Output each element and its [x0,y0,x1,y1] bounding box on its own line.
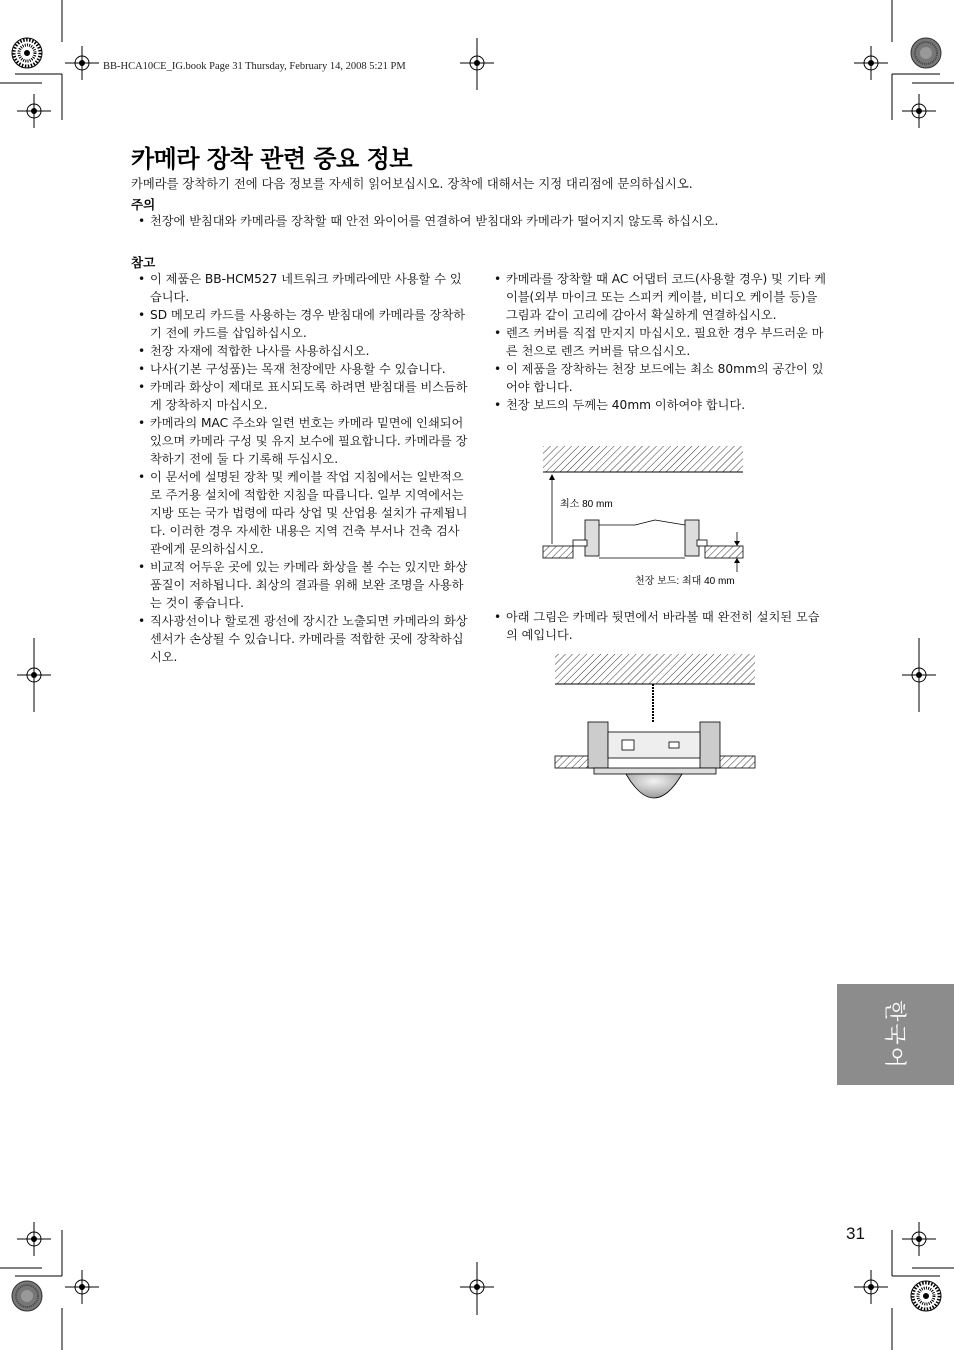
list-item: • 렌즈 커버를 직접 만지지 마십시오. 필요한 경우 부드러운 마른 천으로 렌즈 커버를 닦으십시오. [487,324,827,360]
notes-left-list [131,270,471,666]
board-thickness-label: 천장 보드: 최대 40 mm [635,576,735,587]
book-header-line: BB-HCA10CE_IG.book Page 31 Thursday, February 14, 2008 5:21 PM [103,61,406,72]
list-item: • 카메라 화상이 제대로 표시되도록 하려면 받침대를 비스듬하게 장착하지 마십시오. [131,378,471,414]
caution-section: 주의 • 천장에 받침대와 카메라를 장착할 때 안전 와이어를 연결하여 받침대와 카메라가 떨어지지 않도록 하십시오. [131,212,831,230]
language-tab-label: 한국어 [881,999,906,1070]
intro-paragraph: 카메라를 장착하기 전에 다음 정보를 자세히 읽어보십시오. 장착에 대해서는 지정 대리점에 문의하십시오. [131,177,693,191]
list-item: • 비교적 어두운 곳에 있는 카메라 화상을 볼 수는 있지만 화상 품질이 저하됩니다. 최상의 결과를 위해 보완 조명을 사용하는 것이 좋습니다. [131,558,471,612]
back-view-list [487,608,827,644]
notes-right-list [487,270,827,414]
notes-label: 참고 [131,255,156,270]
list-item: • 카메라의 MAC 주소와 일련 번호는 카메라 밑면에 인쇄되어 있으며 카메라 구성 및 유지 보수에 필요합니다. 카메라를 장착하기 전에 둘 다 기록해 두십시오. [131,414,471,468]
list-item: • 이 제품을 장착하는 천장 보드에는 최소 80mm의 공간이 있어야 합니다. [487,360,827,396]
min-space-label: 최소 80 mm [560,499,613,510]
list-item: • 천장 보드의 두께는 40mm 이하여야 합니다. [487,396,827,414]
notes-right-column [487,270,827,414]
list-item: • 천장 자재에 적합한 나사를 사용하십시오. [131,342,471,360]
page-title: 카메라 장착 관련 중요 정보 [131,145,412,173]
list-item: • SD 메모리 카드를 사용하는 경우 받침대에 카메라를 장착하기 전에 카드를 삽입하십시오. [131,306,471,342]
list-item: • 직사광선이나 할로겐 광선에 장시간 노출되면 카메라의 화상 센서가 손상될 수 있습니다. 카메라를 적합한 곳에 장착하십시오. [131,612,471,666]
camera-back-view-diagram [548,650,763,800]
notes-left-column [131,270,471,666]
list-item: • 아래 그림은 카메라 뒷면에서 바라볼 때 완전히 설치된 모습의 예입니다. [487,608,827,644]
language-side-tab [837,984,954,1085]
ceiling-clearance-diagram [535,440,755,590]
back-view-note [487,608,827,644]
list-item: • 카메라를 장착할 때 AC 어댑터 코드(사용할 경우) 및 기타 케이블(외부 마이크 또는 스피커 케이블, 비디오 케이블 등)을 그림과 같이 고리에 감아서 확실하게 연결하십시오. [487,270,827,324]
list-item: • 나사(기본 구성품)는 목재 천장에만 사용할 수 있습니다. [131,360,471,378]
caution-item: • 천장에 받침대와 카메라를 장착할 때 안전 와이어를 연결하여 받침대와 카메라가 떨어지지 않도록 하십시오. [131,212,821,230]
page-number: 31 [846,1224,865,1243]
caution-list [131,212,821,230]
list-item: • 이 문서에 설명된 장착 및 케이블 작업 지침에서는 일반적으로 주거용 설치에 적합한 지침을 따릅니다. 일부 지역에서는 지방 또는 국가 법령에 따라 상업 및 산업용 설치가 규제됩니다. 이러한 경우 자세한 내용은 지역 건축 부서나 건축 검사관에게 문의하십시오. [131,468,471,558]
list-item: • 이 제품은 BB-HCM527 네트워크 카메라에만 사용할 수 있습니다. [131,270,471,306]
